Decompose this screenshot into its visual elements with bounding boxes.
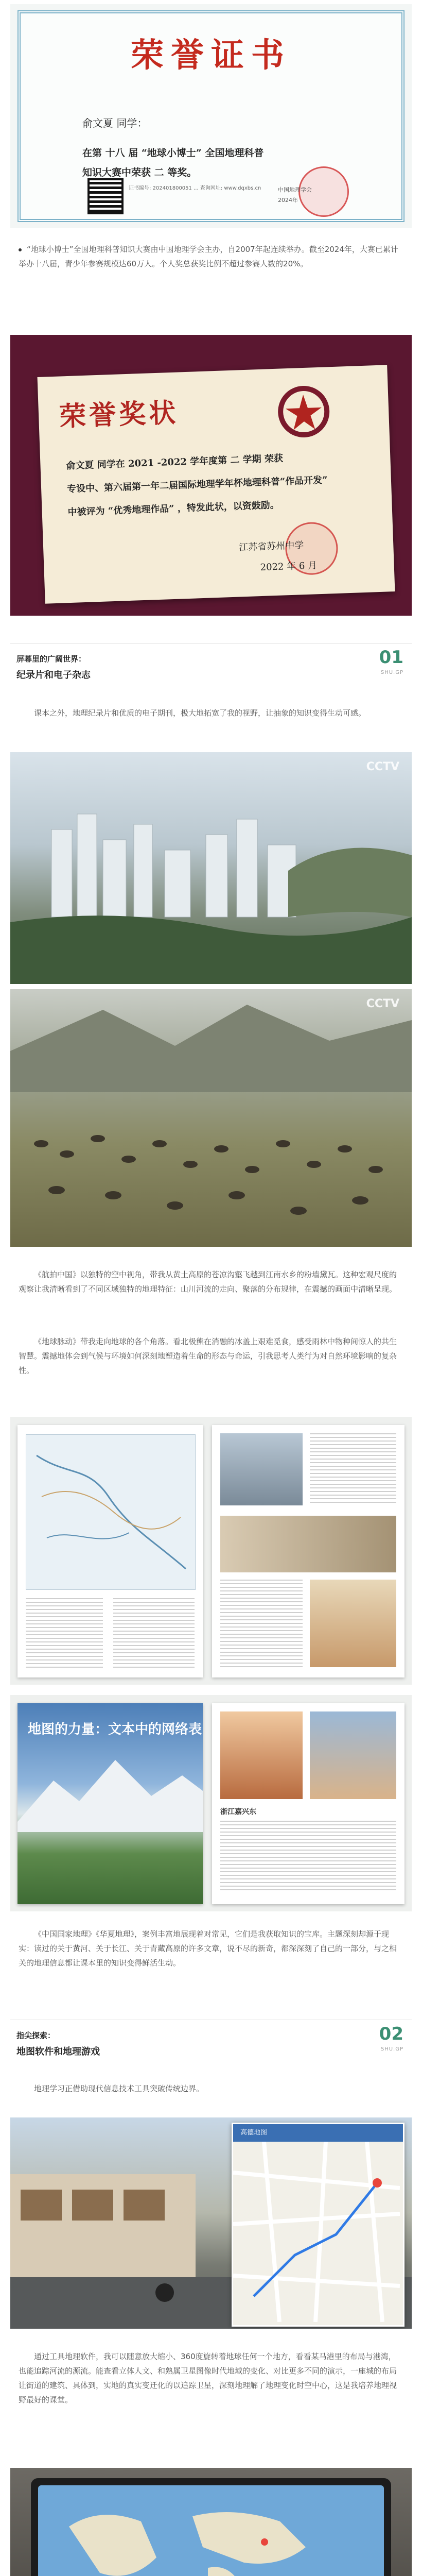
section2-subtitle: 地图软件和地理游戏 bbox=[16, 2046, 100, 2057]
text-column bbox=[220, 1821, 396, 1893]
paragraph-intro: 课本之外，地理纪录片和优质的电子期刊，极大地拓宽了我的视野，让抽象的知识变得生动可感。 bbox=[34, 708, 366, 718]
award-line1: 俞文夏 同学在 2021 -2022 学年度第 二 学期 荣获 bbox=[66, 453, 284, 472]
certificate-geography-contest bbox=[10, 4, 412, 228]
award-paper bbox=[38, 365, 395, 603]
bullet-icon bbox=[19, 248, 22, 251]
section1-tag: SHU.GP bbox=[380, 670, 403, 675]
certificate-school-award bbox=[10, 335, 412, 616]
paragraph-aerial-china: 《航拍中国》以独特的空中视角，带我从黄土高原的苍凉沟壑飞越到江南水乡的粉墙黛瓦。这种宏观尺度的观察让我清晰看到了不同区域独特的地理特征：山川河流的走向、聚落的分布规律，在震撼的画面中清晰呈现。 bbox=[19, 1270, 397, 1294]
magazine-spread-top bbox=[10, 1417, 412, 1685]
text-column bbox=[310, 1433, 396, 1505]
map-app-header: 高德地图 bbox=[233, 2124, 403, 2142]
text-column bbox=[220, 1580, 303, 1667]
certificate-recipient: 俞文夏 同学： bbox=[82, 117, 148, 129]
photo-aerial-city bbox=[10, 752, 412, 984]
aerial-city-illustration bbox=[10, 752, 412, 984]
river-map-icon bbox=[26, 1435, 195, 1589]
mountain-illustration bbox=[17, 1703, 203, 1904]
caption-contest bbox=[19, 242, 403, 271]
article-photo bbox=[220, 1516, 396, 1572]
section1-subtitle: 纪录片和电子杂志 bbox=[16, 670, 91, 681]
cctv-logo: CCTV bbox=[366, 997, 399, 1010]
certificate-date: 2024年 bbox=[278, 197, 298, 204]
school-emblem-icon bbox=[274, 382, 333, 441]
qr-code bbox=[87, 178, 124, 214]
herd-illustration bbox=[10, 989, 412, 1247]
text-column bbox=[26, 1598, 103, 1670]
award-title: 荣誉奖状 bbox=[59, 397, 180, 433]
magazine-cover bbox=[17, 1703, 203, 1904]
award-line3: 中被评为 “优秀地理作品” ，特发此状，以资鼓励。 bbox=[67, 499, 280, 518]
certificate-body-line2: 知识大赛中荣获 二 等奖。 bbox=[82, 167, 197, 178]
caption-contest-text: “地球小博士”全国地理科普知识大赛由中国地理学会主办，自2007年起连续举办。截至2024年，大赛已累计举办十八届，青少年参赛规模达60万人。个人奖总获奖比例不超过参赛人数的20%。 bbox=[19, 245, 398, 268]
text-column bbox=[113, 1598, 195, 1670]
magazine-page-travel bbox=[212, 1703, 405, 1904]
spread-heading: 浙江嘉兴东 bbox=[220, 1808, 256, 1816]
article-photo bbox=[310, 1580, 396, 1667]
award-date: 2022 年 6 月 bbox=[260, 560, 318, 573]
qr-info-text: 证书编号: 202401800051 ... 查询网址: www.dqxbs.cn bbox=[129, 185, 261, 191]
magazine-page-articles bbox=[212, 1425, 405, 1677]
tablet-screen[interactable] bbox=[38, 2485, 384, 2576]
article-photo bbox=[220, 1433, 303, 1505]
photo-tablet-world-map bbox=[10, 2468, 412, 2576]
section2-label: 指尖探索： bbox=[16, 2031, 56, 2040]
paragraph-magazines: 《中国国家地理》《华夏地理》，案例丰富地展现着对常见，它们是我获取知识的宝库。主题深刻却源于现实：读过的关于黄河、关于长江、关于青藏高原的许多文章，说不尽的新奇，都深深刻了自己的一部分，与之相关的地理信息都让课本里的知识变得鲜活生动。 bbox=[19, 1929, 397, 1968]
tablet-device bbox=[31, 2478, 391, 2576]
article-photo bbox=[310, 1711, 396, 1799]
magazine-cover-title: 地图的力量：文本中的网络表 bbox=[28, 1722, 202, 1737]
cctv-logo: CCTV bbox=[366, 760, 399, 773]
section2-number: 02 bbox=[379, 2024, 403, 2044]
article-photo bbox=[220, 1711, 303, 1799]
photo-street-map bbox=[10, 2117, 412, 2329]
photo-wildlife-herd bbox=[10, 989, 412, 1247]
magazine-spread-bottom bbox=[10, 1695, 412, 1911]
paragraph-tools: 地理学习正借助现代信息技术工具突破传统边界。 bbox=[34, 2084, 204, 2093]
world-map-illustration bbox=[38, 2485, 384, 2576]
paragraph-planet-earth: 《地球脉动》带我走向地球的各个角落。看北极熊在消融的冰盖上艰难觅食，感受雨林中物种间惊人的共生智慧。震撼地体会到气候与环境如何深刻地塑造着生命的形态与命运，引我思考人类行为对自然环境影响的复杂性。 bbox=[19, 1337, 397, 1375]
paragraph-map-software: 通过工具地理软件，我可以随意放大缩小、360度旋转着地球任何一个地方，看看某马港里的布局与港湾，也能追踪河流的源流。能查看立体人文、和熟属卫星图像时代地域的变化、对比更多不同的演示，一座城的布局让街道的建筑、具体到，实地的真实变迁化的以追踪卫星，深刻地理解了地理变化时空中心，这是我培养地理视野最好的课堂。 bbox=[19, 2352, 397, 2404]
award-line2: 专设中、第六届第一年二届国际地理学年杯地理科普“作品开发” bbox=[66, 474, 328, 495]
certificate-title: 荣誉证书 bbox=[131, 36, 291, 75]
certificate-issuer: 中国地理学会 bbox=[278, 187, 312, 193]
certificate-body-line1: 在第 十八 届 “地球小博士” 全国地理科普 bbox=[82, 147, 264, 159]
section2-tag: SHU.GP bbox=[380, 2046, 403, 2052]
magazine-page-map bbox=[17, 1425, 203, 1677]
map-app-panel[interactable] bbox=[232, 2123, 405, 2327]
map-illustration bbox=[26, 1434, 196, 1590]
section1-number: 01 bbox=[379, 647, 403, 668]
section1-label: 屏幕里的广阔世界： bbox=[16, 654, 86, 664]
award-issuer: 江苏省苏州中学 bbox=[238, 540, 304, 553]
street-map-illustration bbox=[233, 2142, 400, 2322]
